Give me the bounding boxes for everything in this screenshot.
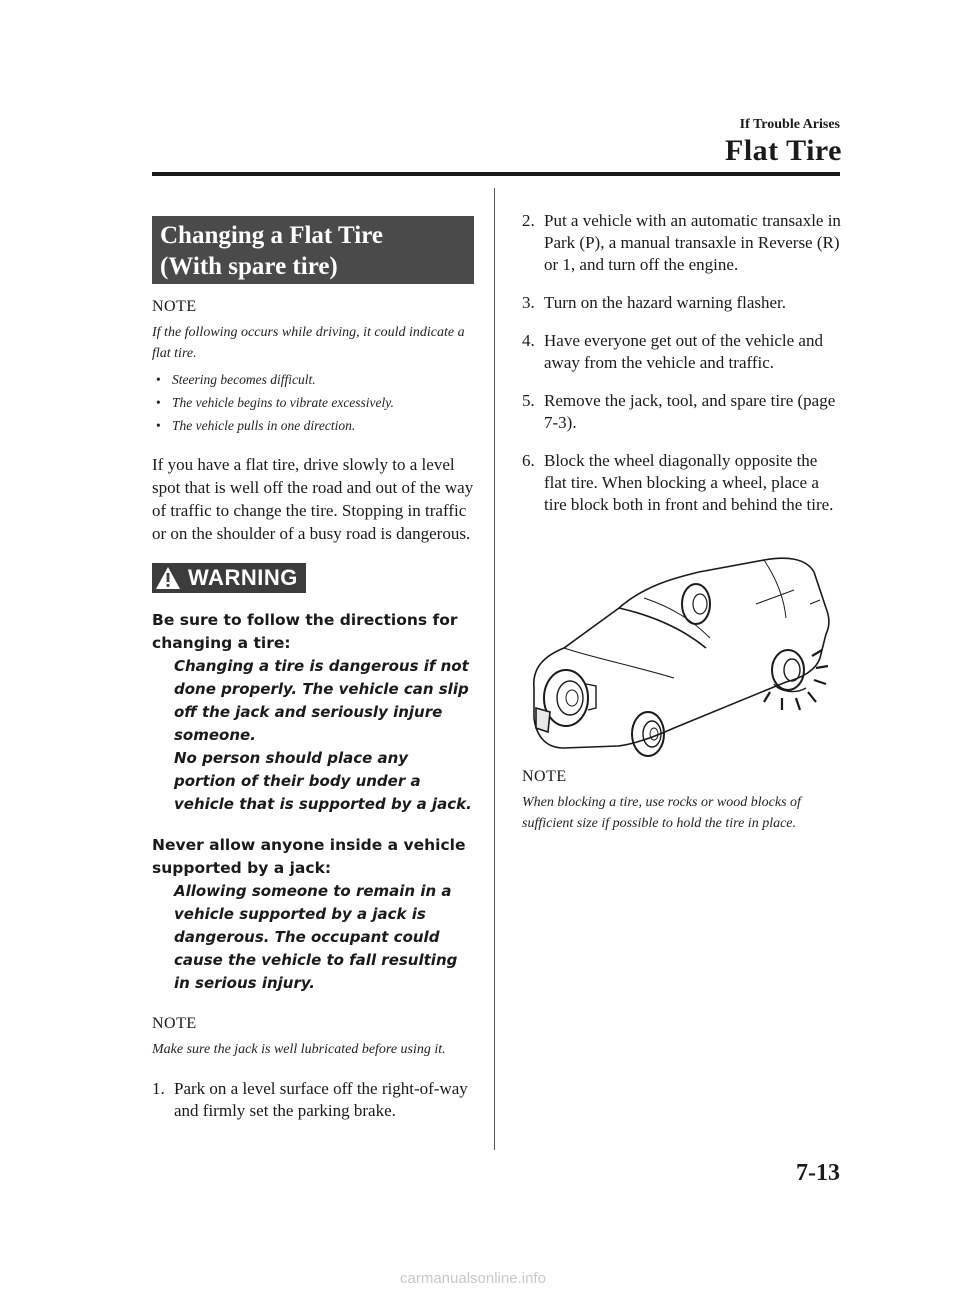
note-label: NOTE	[152, 298, 197, 315]
section-heading-box	[152, 216, 474, 284]
warning-heading-2: Never allow anyone inside a vehicle supported by a jack:	[152, 836, 466, 877]
step-number: 3.	[522, 293, 535, 312]
warning-triangle-icon	[154, 565, 182, 591]
note-label: NOTE	[522, 768, 567, 785]
step-number: 6.	[522, 451, 535, 470]
step-1	[152, 1078, 474, 1122]
step-text: Remove the jack, tool, and spare tire (page 7-3).	[544, 391, 836, 432]
flat-tire-symptom-list	[152, 368, 474, 437]
page-number: 7-13	[796, 1160, 840, 1186]
bullet-icon: •	[156, 372, 161, 387]
step-text: Put a vehicle with an automatic transaxle in Park (P), a manual transaxle in Reverse (R) or 1, and turn off the engine.	[544, 211, 841, 274]
section-label: If Trouble Arises	[739, 117, 840, 132]
column-divider	[494, 188, 495, 1150]
step-number: 2.	[522, 211, 535, 230]
bullet-icon: •	[156, 418, 161, 433]
step-3	[522, 292, 842, 314]
blocked-wheel-car-illustration	[524, 538, 834, 760]
step-4	[522, 330, 842, 374]
step-text: Block the wheel diagonally opposite the flat tire. When blocking a wheel, place a tire block both in front and behind the tire.	[544, 451, 834, 514]
step-2	[522, 210, 842, 276]
step-number: 1.	[152, 1079, 165, 1098]
note-text: Make sure the jack is well lubricated before using it.	[152, 1042, 446, 1057]
intro-paragraph: If you have a flat tire, drive slowly to a level spot that is well off the road and out of the way of traffic to change the tire. Stopping in traffic or on the shoulder of a busy road is dangerous.	[152, 455, 474, 543]
section-title: Flat Tire	[725, 134, 842, 167]
heading-line-1: Changing a Flat Tire	[160, 222, 383, 249]
warning-body-2: Allowing someone to remain in a vehicle supported by a jack is dangerous. The occupant could cause the vehicle to fall resulting in serious injury.	[174, 882, 458, 992]
heading-line-2: (With spare tire)	[160, 253, 338, 280]
warning-body-1a: Changing a tire is dangerous if not done properly. The vehicle can slip off the jack and seriously injure someone.	[174, 657, 469, 744]
warning-body-1b: No person should place any portion of their body under a vehicle that is supported by a jack.	[174, 749, 472, 813]
right-column	[522, 210, 842, 834]
step-number: 5.	[522, 391, 535, 410]
list-item: • The vehicle pulls in one direction.	[152, 414, 474, 437]
watermark: carmanualsonline.info	[400, 1270, 546, 1287]
warning-label: WARNING	[188, 565, 298, 590]
warning-heading-1: Be sure to follow the directions for changing a tire:	[152, 611, 458, 652]
list-item: • The vehicle begins to vibrate excessively.	[152, 391, 474, 414]
list-item: • Steering becomes difficult.	[152, 368, 474, 391]
warning-banner	[152, 563, 474, 595]
left-column	[152, 216, 474, 1138]
bullet-icon: •	[156, 395, 161, 410]
note-label: NOTE	[152, 1015, 197, 1032]
step-text: Turn on the hazard warning flasher.	[544, 293, 787, 312]
step-text: Park on a level surface off the right-of-way and firmly set the parking brake.	[174, 1079, 468, 1120]
step-6	[522, 450, 842, 516]
step-text: Have everyone get out of the vehicle and away from the vehicle and traffic.	[544, 331, 823, 372]
note-text: If the following occurs while driving, it could indicate a flat tire.	[152, 325, 465, 361]
step-number: 4.	[522, 331, 535, 350]
note-text: When blocking a tire, use rocks or wood blocks of sufficient size if possible to hold the tire in place.	[522, 795, 801, 831]
step-5	[522, 390, 842, 434]
header-rule	[152, 172, 840, 176]
